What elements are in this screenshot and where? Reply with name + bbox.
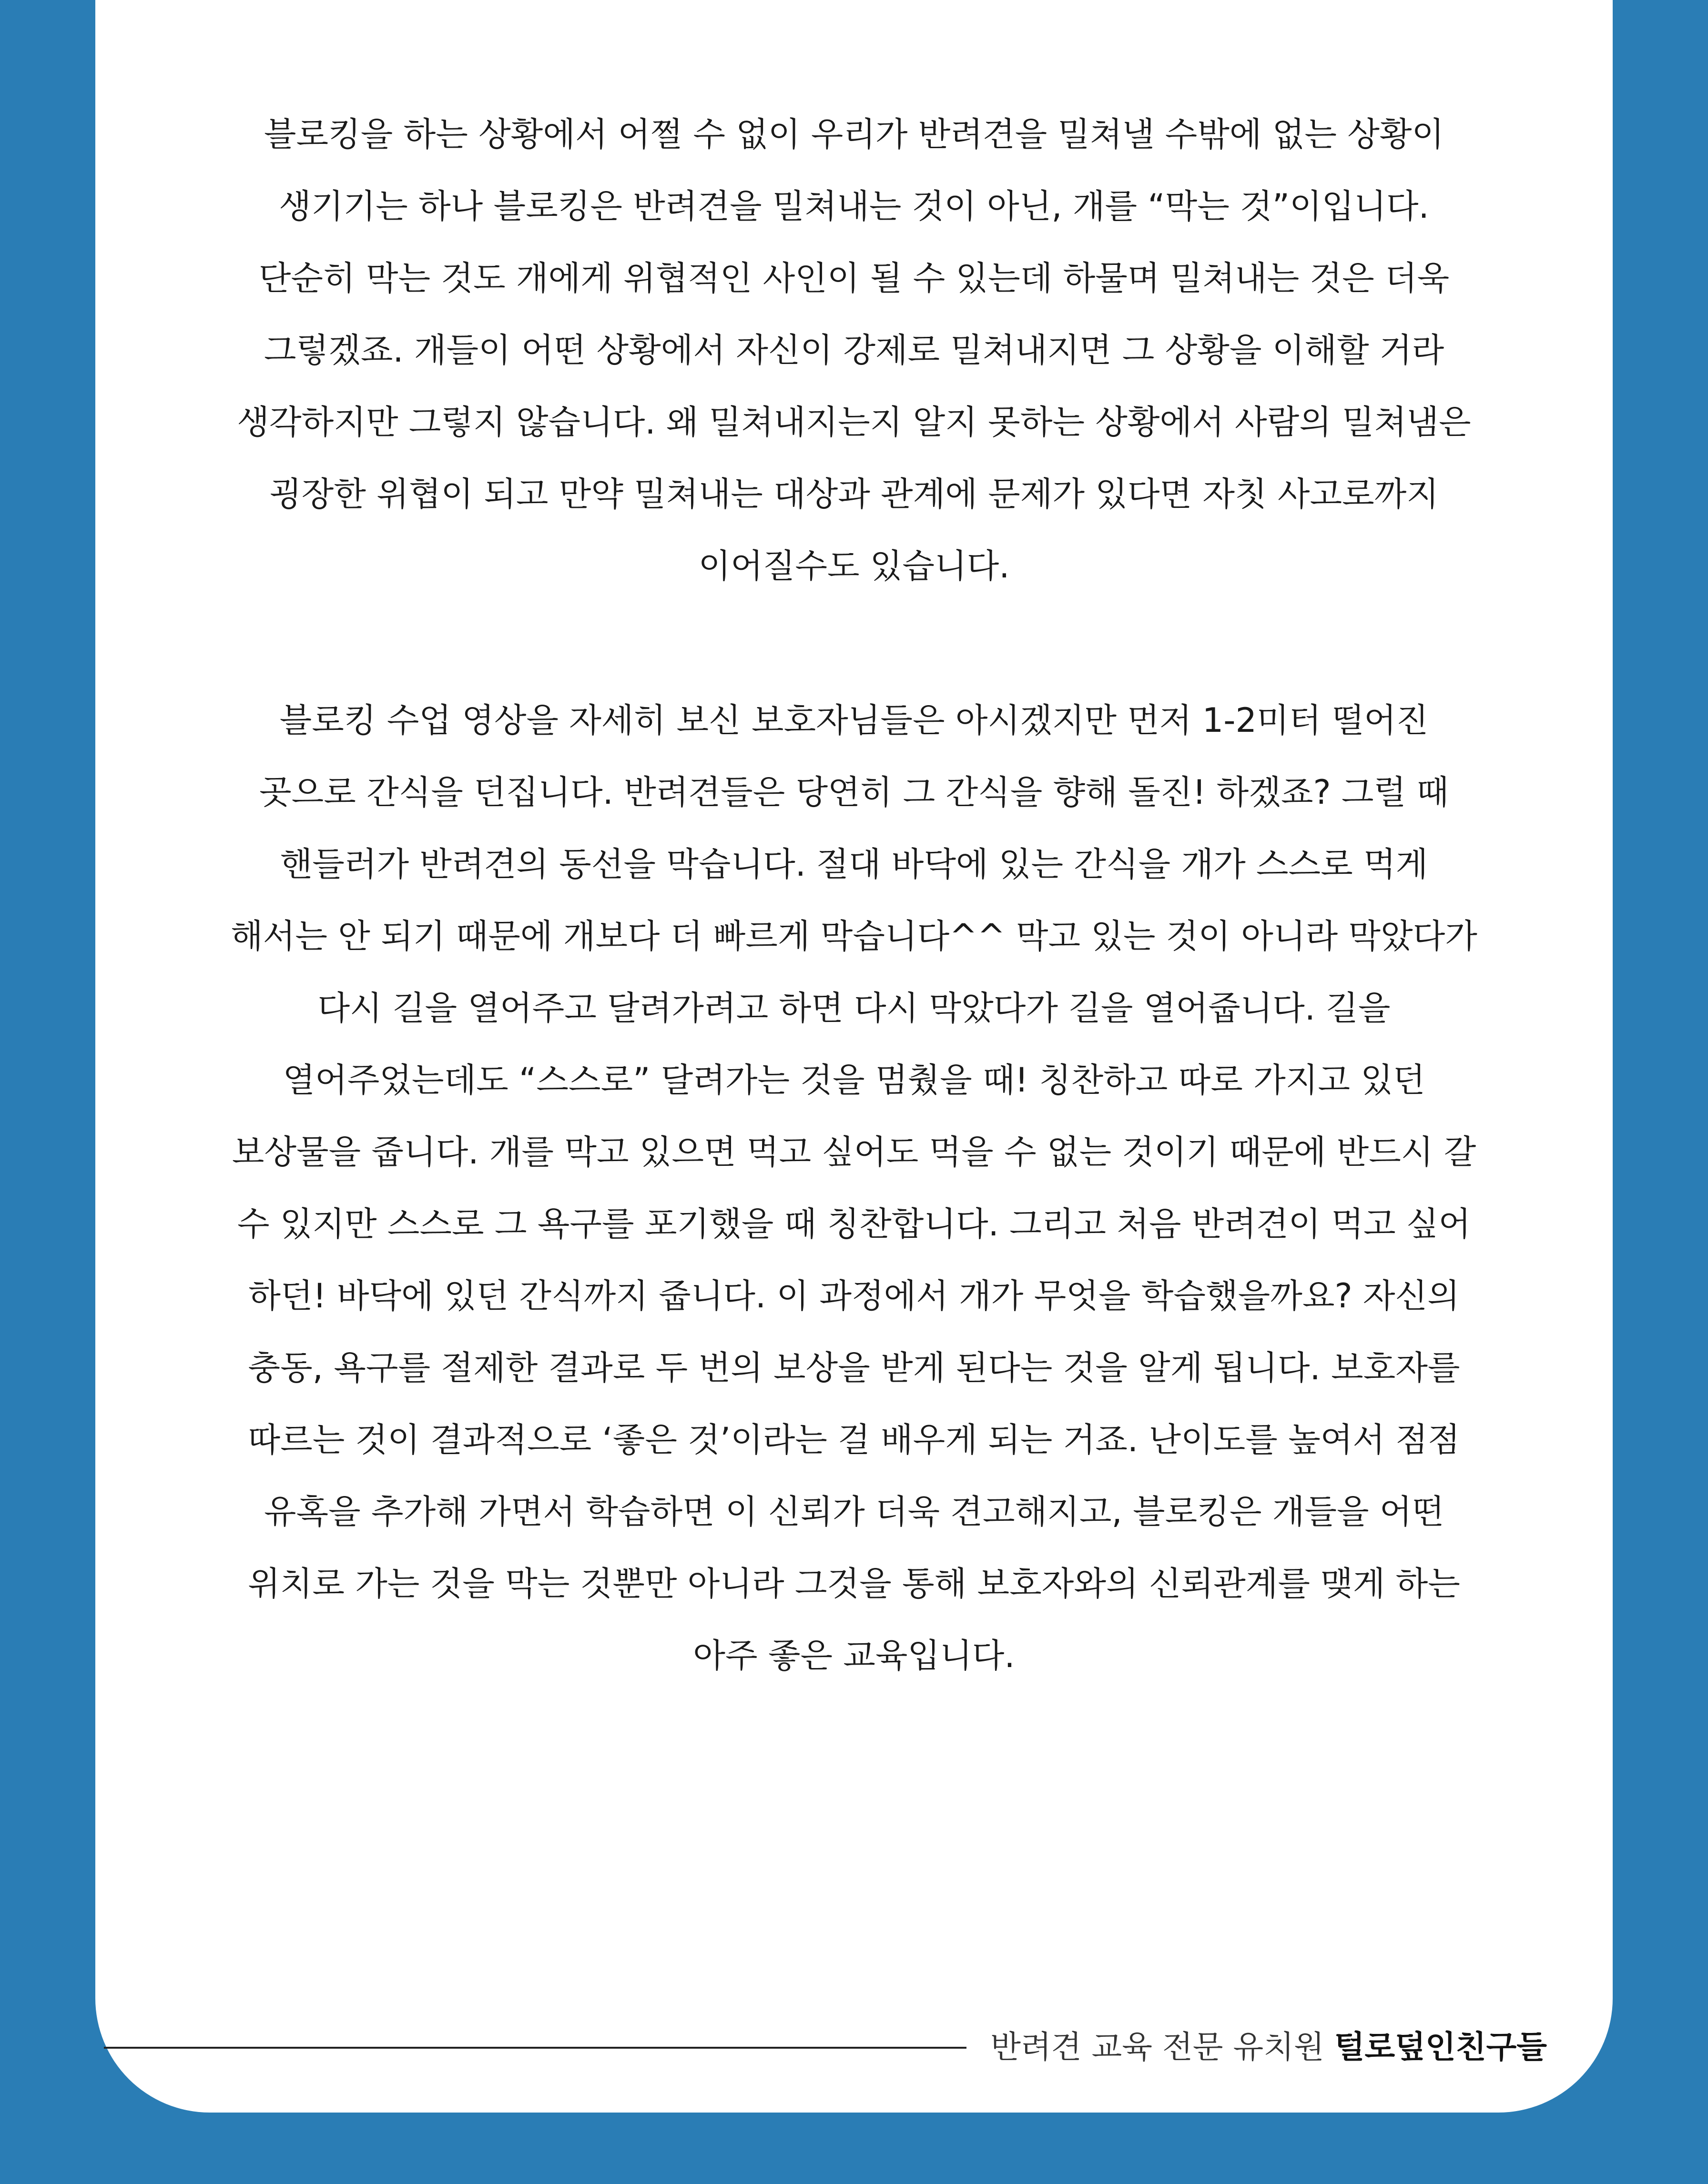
- paragraph-line: 유혹을 추가해 가면서 학습하면 이 신뢰가 더욱 견고해지고, 블로킹은 개들을 어떤: [264, 1492, 1444, 1531]
- paragraph-line: 열어주었는데도 “스스로” 달려가는 것을 멈췄을 때! 칭찬하고 따로 가지고 있던: [283, 1061, 1425, 1100]
- paragraph-line: 하던! 바닥에 있던 간식까지 줍니다. 이 과정에서 개가 무엇을 학습했을까요? 자신의: [248, 1276, 1460, 1315]
- paragraph-2: [181, 685, 1527, 1692]
- paragraph-line: 보상물을 줍니다. 개를 막고 있으면 먹고 싶어도 먹을 수 없는 것이기 때문에 반드시 갈: [232, 1132, 1476, 1172]
- paragraph-line: 충동, 욕구를 절제한 결과로 두 번의 보상을 받게 된다는 것을 알게 됩니다. 보호자를: [248, 1348, 1460, 1387]
- paragraph-line: 단순히 막는 것도 개에게 위협적인 사인이 될 수 있는데 하물며 밀쳐내는 것은 더욱: [258, 259, 1450, 298]
- paragraph-line: 생기기는 하나 블로킹은 반려견을 밀쳐내는 것이 아닌, 개를 “막는 것”이입니다.: [279, 187, 1429, 226]
- paragraph-line: 다시 길을 열어주고 달려가려고 하면 다시 막았다가 길을 열어줍니다. 길을: [317, 989, 1391, 1028]
- paragraph-line: 이어질수도 있습니다.: [698, 546, 1010, 586]
- paragraph-line: 블로킹 수업 영상을 자세히 보신 보호자님들은 아시겠지만 먼저 1-2미터 떨어진: [279, 701, 1429, 740]
- paragraph-line: 따르는 것이 결과적으로 ‘좋은 것’이라는 걸 배우게 되는 거죠. 난이도를 높여서 점점: [248, 1420, 1460, 1459]
- footer-caption: [990, 2026, 1547, 2069]
- paragraph-line: 수 있지만 스스로 그 욕구를 포기했을 때 칭찬합니다. 그리고 처음 반려견이 먹고 싶어: [237, 1204, 1471, 1244]
- paragraph-line: 핸들러가 반려견의 동선을 막습니다. 절대 바닥에 있는 간식을 개가 스스로 먹게: [280, 845, 1428, 884]
- footer-divider: [104, 2047, 966, 2049]
- paragraph-1: [181, 99, 1527, 602]
- footer-tagline: 반려견 교육 전문 유치원: [990, 2029, 1324, 2065]
- paragraph-line: 아주 좋은 교육입니다.: [693, 1636, 1015, 1675]
- article-body: [181, 99, 1527, 602]
- paragraph-line: 위치로 가는 것을 막는 것뿐만 아니라 그것을 통해 보호자와의 신뢰관계를 맺게 하는: [248, 1564, 1460, 1603]
- paragraph-line: 굉장한 위협이 되고 만약 밀쳐내는 대상과 관계에 문제가 있다면 자칫 사고로까지: [269, 475, 1439, 514]
- paragraph-line: 해서는 안 되기 때문에 개보다 더 빠르게 막습니다^^ 막고 있는 것이 아니라 막았다가: [231, 917, 1477, 956]
- paragraph-line: 생각하지만 그렇지 않습니다. 왜 밀쳐내지는지 알지 못하는 상황에서 사람의 밀쳐냄은: [237, 403, 1471, 442]
- paragraph-line: 곳으로 간식을 던집니다. 반려견들은 당연히 그 간식을 향해 돌진! 하겠죠? 그럴 때: [259, 773, 1449, 812]
- footer-brand: 털로덮인친구들: [1334, 2029, 1547, 2065]
- article-body-continued: [181, 685, 1527, 1692]
- paragraph-line: 그렇겠죠. 개들이 어떤 상황에서 자신이 강제로 밀쳐내지면 그 상황을 이해할 거라: [264, 331, 1444, 370]
- paragraph-line: 블로킹을 하는 상황에서 어쩔 수 없이 우리가 반려견을 밀쳐낼 수밖에 없는 상황이: [264, 115, 1444, 154]
